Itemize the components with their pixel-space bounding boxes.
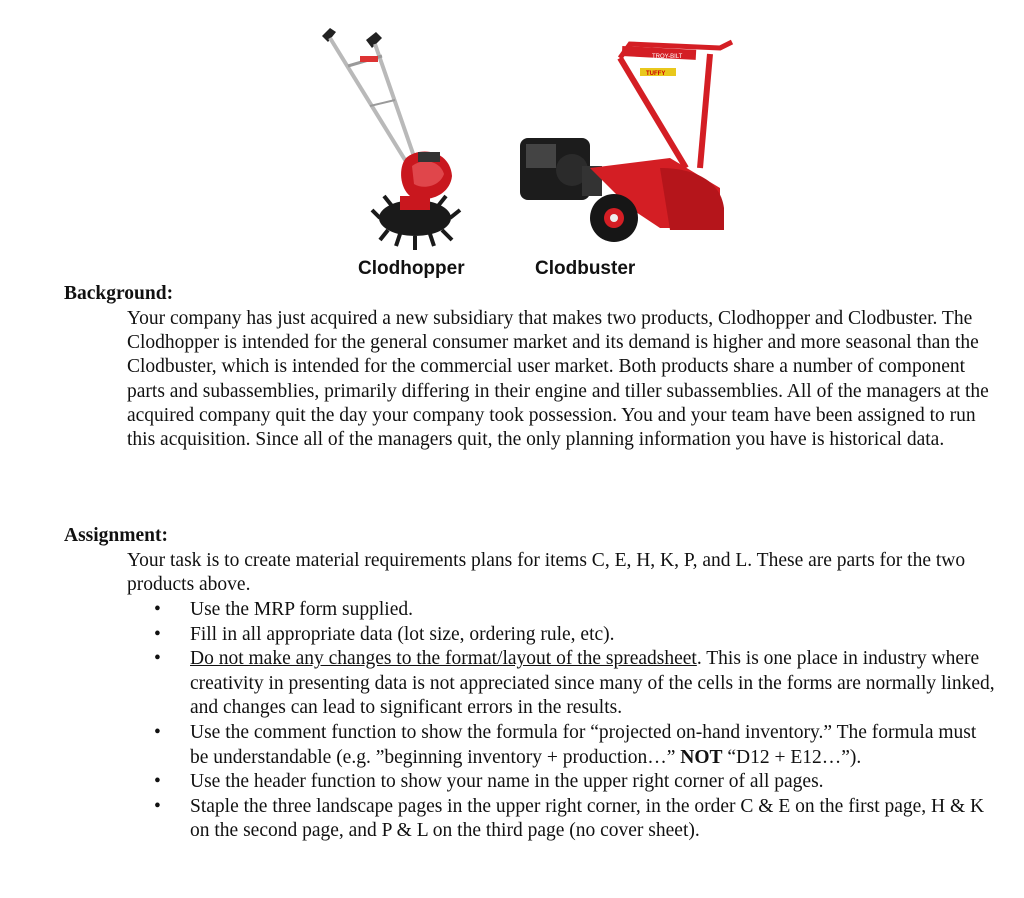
bullet-text: Fill in all appropriate data (lot size, ordering rule, etc). (190, 623, 615, 645)
right-brand-label: TROY-BILT (652, 54, 683, 60)
bullet-text-underlined: Do not make any changes to the format/layout of the spreadsheet (190, 648, 697, 670)
assignment-heading: Assignment: (64, 525, 169, 546)
bullet-glyph: • (154, 648, 161, 670)
bullet-item (127, 598, 997, 623)
bullet-text: Use the header function to show your name in the upper right corner of all pages. (190, 771, 824, 793)
bullet-text: Use the comment function to show the formula for “projected on-hand inventory.” The formula must be understandable (e.g. ”beginning inventory + production…” (190, 721, 977, 768)
assignment-intro (127, 549, 997, 597)
background-heading: Background: (64, 283, 174, 304)
right-model-label: TUFFY (646, 71, 666, 77)
bullet-item (127, 647, 997, 721)
bullet-text: Staple the three landscape pages in the upper right corner, in the order C & E on the first page, H & K on the second page, and P & L on the third page (no cover sheet). (190, 795, 985, 842)
assignment-bullet-list (127, 598, 997, 844)
bullet-glyph: • (154, 721, 161, 743)
bullet-text-bold: NOT (680, 746, 723, 768)
bullet-item (127, 721, 997, 770)
bullet-text: Use the MRP form supplied. (190, 599, 413, 620)
bullet-item (127, 623, 997, 648)
bullet-glyph: • (154, 623, 161, 645)
background-text: Your company has just acquired a new subsidiary that makes two products, Clodhopper and Clodbuster. The Clodhopper is intended for the general consumer market and its demand is higher and more seasonal than the Clodbuster, which is intended for the commercial user market. Both products share a number of component parts and subassemblies, primarily differing in their engine and tiller subassemblies. All of the managers at the acquired company quit the day your company took possession. You and your team have been assigned to run this acquisition. Since all of the managers quit, the only planning information you have is historical data. (127, 308, 989, 451)
background-paragraph (127, 307, 997, 452)
bullet-glyph: • (154, 795, 161, 817)
clodhopper-caption: Clodhopper (358, 258, 465, 279)
assignment-intro-text: Your task is to create material requirements plans for items C, E, H, K, P, and L. These are parts for the two products above. (127, 550, 966, 596)
clodhopper-tiller-image (300, 18, 470, 253)
bullet-item (127, 770, 997, 795)
clodbuster-caption: Clodbuster (535, 258, 636, 279)
bullet-item (127, 795, 997, 844)
clodbuster-tiller-image (510, 18, 740, 248)
bullet-glyph: • (154, 771, 161, 793)
bullet-text: “D12 + E12…”). (722, 746, 862, 768)
bullet-text: . This is one place in industry where creativity in presenting data is not appreciated since many of the cells in the forms are normally linked, and changes can lead to significant errors in the results. (190, 648, 995, 719)
bullet-glyph: • (154, 599, 161, 620)
